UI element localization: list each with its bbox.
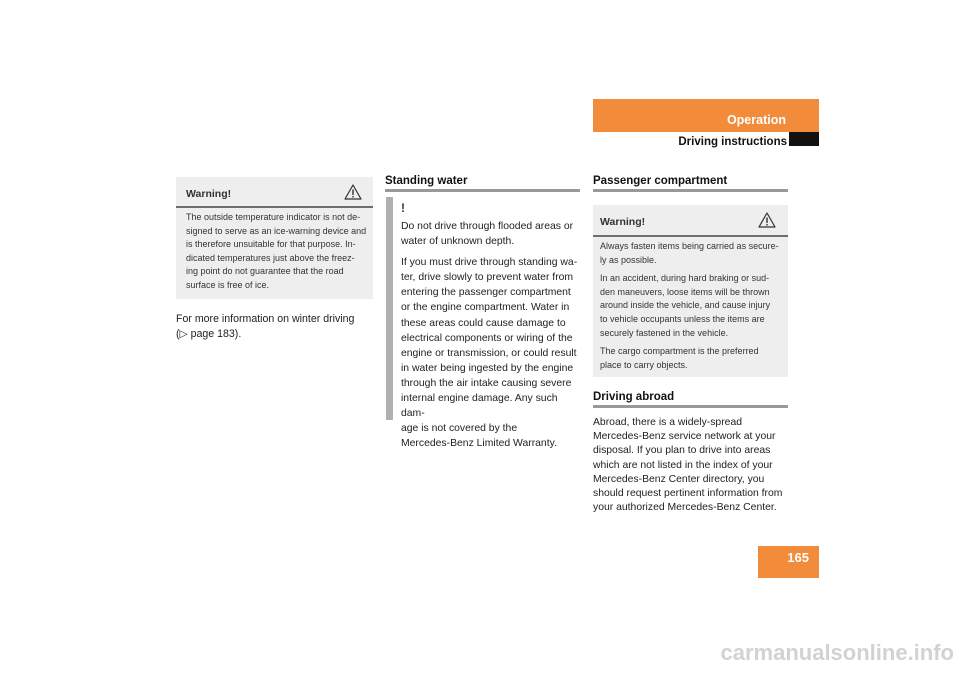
more-info-line: For more information on winter driving xyxy=(176,313,355,325)
driving-abroad-text xyxy=(593,416,793,515)
note-line: through the air intake causing severe xyxy=(401,377,572,389)
warning-line: ing point do not guarantee that the road xyxy=(186,266,344,277)
warning-divider xyxy=(593,235,788,237)
warning-line: ly as possible. xyxy=(600,254,657,265)
abroad-line: which are not listed in the index of your xyxy=(593,459,773,471)
warning-triangle-icon xyxy=(344,184,362,200)
header-tab xyxy=(593,99,819,132)
warning-box-ice xyxy=(176,177,373,299)
warning-line: around inside the vehicle, and cause injury xyxy=(600,300,771,311)
passenger-compartment-heading: Passenger compartment xyxy=(593,175,728,187)
warning-line: The outside temperature indicator is not de- xyxy=(186,212,361,222)
warning-divider xyxy=(176,206,373,208)
exclamation-icon: ! xyxy=(401,201,405,215)
note-line: Do not drive through flooded areas or xyxy=(401,221,574,232)
heading-rule xyxy=(385,189,580,192)
note-line: If you must drive through standing wa- xyxy=(401,257,578,269)
note-line: or the engine compartment. Water in xyxy=(401,302,570,314)
page-reference-link[interactable]: (▷ page 183). xyxy=(176,328,242,340)
abroad-line: should request pertinent information from xyxy=(593,488,783,500)
header-marker xyxy=(789,132,819,146)
warning-line: signed to serve as an ice-warning device and xyxy=(186,225,367,236)
subsection-title: Driving instructions xyxy=(678,136,787,148)
abroad-line: Mercedes-Benz service network at your xyxy=(593,431,776,443)
standing-water-heading: Standing water xyxy=(385,175,468,187)
section-title: Operation xyxy=(726,113,786,127)
abroad-line: Abroad, there is a widely-spread xyxy=(593,417,743,428)
warning-line: to vehicle occupants unless the items are xyxy=(600,313,765,324)
page-number-tab xyxy=(758,546,819,578)
heading-rule xyxy=(593,189,788,192)
warning-title: Warning! xyxy=(600,216,646,228)
note-line: water of unknown depth. xyxy=(401,236,515,248)
warning-line: The cargo compartment is the preferred xyxy=(600,346,759,357)
note-line: internal engine damage. Any such dam- xyxy=(401,393,558,420)
warning-line: surface is free of ice. xyxy=(186,279,270,290)
abroad-line: Mercedes-Benz Center directory, you xyxy=(593,473,765,485)
note-line: engine or transmission, or could result xyxy=(401,347,577,359)
driving-abroad-heading: Driving abroad xyxy=(593,391,675,403)
note-line: entering the passenger compartment xyxy=(401,287,571,299)
note-line: these areas could cause damage to xyxy=(401,317,566,329)
note-bar xyxy=(386,197,393,420)
note-line: age is not covered by the xyxy=(401,423,518,435)
subsection-bar xyxy=(593,132,819,152)
standing-water-note xyxy=(401,219,583,451)
warning-title: Warning! xyxy=(186,188,232,200)
note-line: electrical components or wiring of the xyxy=(401,332,573,344)
warning-line: is therefore unsuitable for that purpose. In- xyxy=(186,239,356,250)
abroad-line: disposal. If you plan to drive into areas xyxy=(593,445,771,457)
warning-text xyxy=(186,211,371,293)
warning-text xyxy=(600,240,786,372)
warning-line: Always fasten items being carried as secure- xyxy=(600,241,779,251)
more-info-text xyxy=(176,312,376,342)
abroad-line: your authorized Mercedes-Benz Center. xyxy=(593,502,777,514)
watermark: carmanualsonline.info xyxy=(720,640,954,665)
note-line: ter, drive slowly to prevent water from xyxy=(401,272,574,284)
warning-line: dicated temperatures just above the freez- xyxy=(186,252,355,263)
note-line: in water being ingested by the engine xyxy=(401,362,574,374)
warning-triangle-icon xyxy=(758,212,776,228)
note-line: Mercedes-Benz Limited Warranty. xyxy=(401,438,557,450)
warning-line: securely fastened in the vehicle. xyxy=(600,327,729,338)
warning-line: place to carry objects. xyxy=(600,359,688,370)
warning-box-cargo xyxy=(593,205,788,377)
warning-line: In an accident, during hard braking or sud- xyxy=(600,273,770,284)
page-number: 165 xyxy=(787,550,809,565)
warning-line: den maneuvers, loose items will be thrown xyxy=(600,286,770,297)
heading-rule xyxy=(593,405,788,408)
